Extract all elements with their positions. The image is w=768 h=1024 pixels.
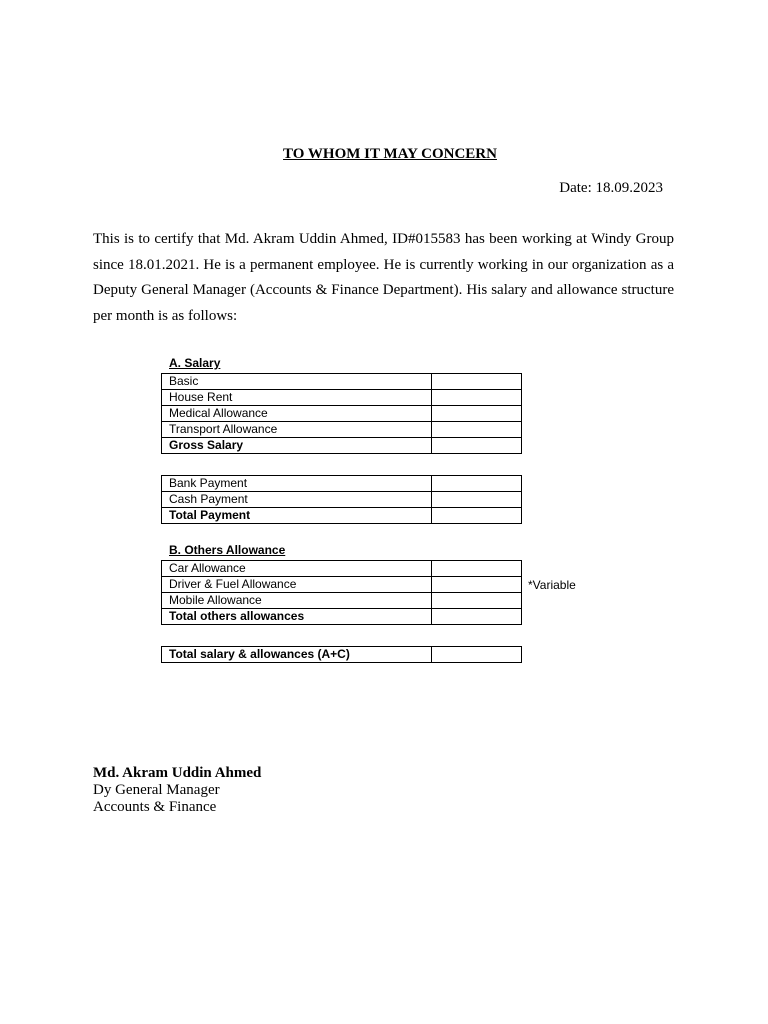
signatory-designation: Dy General Manager xyxy=(93,782,220,798)
others-allowance-table xyxy=(161,560,522,625)
certificate-paragraph: This is to certify that Md. Akram Uddin Ahmed, ID#015583 has been working at Windy Group since 18.01.2021. He is a permanent employee. He is currently working in our organization as a Deputy General Manager (Accounts & Finance Department). His salary and allowance structure per month is as follows: xyxy=(93,231,674,324)
row-label: Cash Payment xyxy=(162,492,432,508)
row-value xyxy=(432,492,522,508)
document-title: TO WHOM IT MAY CONCERN xyxy=(283,146,497,162)
row-label: Medical Allowance xyxy=(162,406,432,422)
row-value xyxy=(432,561,522,577)
signatory-department: Accounts & Finance xyxy=(93,799,217,815)
row-label: Car Allowance xyxy=(162,561,432,577)
row-label: Driver & Fuel Allowance xyxy=(162,577,432,593)
salary-section-heading: A. Salary xyxy=(169,356,221,370)
row-label: Total others allowances xyxy=(162,609,432,625)
row-value xyxy=(432,508,522,524)
variable-note: *Variable xyxy=(528,578,576,592)
row-value xyxy=(432,609,522,625)
table-row xyxy=(162,406,522,422)
table-row xyxy=(162,422,522,438)
row-value xyxy=(432,647,522,663)
table-row xyxy=(162,390,522,406)
row-label: Mobile Allowance xyxy=(162,593,432,609)
salary-table xyxy=(161,373,522,454)
row-value xyxy=(432,593,522,609)
table-row xyxy=(162,593,522,609)
row-label: Basic xyxy=(162,374,432,390)
document-date: Date: 18.09.2023 xyxy=(559,180,663,196)
row-value xyxy=(432,374,522,390)
total-payment-row xyxy=(162,508,522,524)
row-label: Total salary & allowances (A+C) xyxy=(162,647,432,663)
row-label: House Rent xyxy=(162,390,432,406)
row-value xyxy=(432,406,522,422)
row-value xyxy=(432,476,522,492)
gross-salary-row xyxy=(162,438,522,454)
table-row xyxy=(162,577,522,593)
total-others-row xyxy=(162,609,522,625)
signature-block xyxy=(93,765,261,816)
table-row xyxy=(162,561,522,577)
row-label: Transport Allowance xyxy=(162,422,432,438)
row-value xyxy=(432,422,522,438)
row-value xyxy=(432,438,522,454)
payment-table xyxy=(161,475,522,524)
table-row xyxy=(162,476,522,492)
table-row xyxy=(162,374,522,390)
row-label: Total Payment xyxy=(162,508,432,524)
row-label: Bank Payment xyxy=(162,476,432,492)
row-value xyxy=(432,390,522,406)
grand-total-table xyxy=(161,646,522,663)
row-label: Gross Salary xyxy=(162,438,432,454)
table-row xyxy=(162,492,522,508)
row-value xyxy=(432,577,522,593)
signatory-name: Md. Akram Uddin Ahmed xyxy=(93,765,262,781)
others-allowance-heading: B. Others Allowance xyxy=(169,543,286,557)
grand-total-row xyxy=(162,647,522,663)
